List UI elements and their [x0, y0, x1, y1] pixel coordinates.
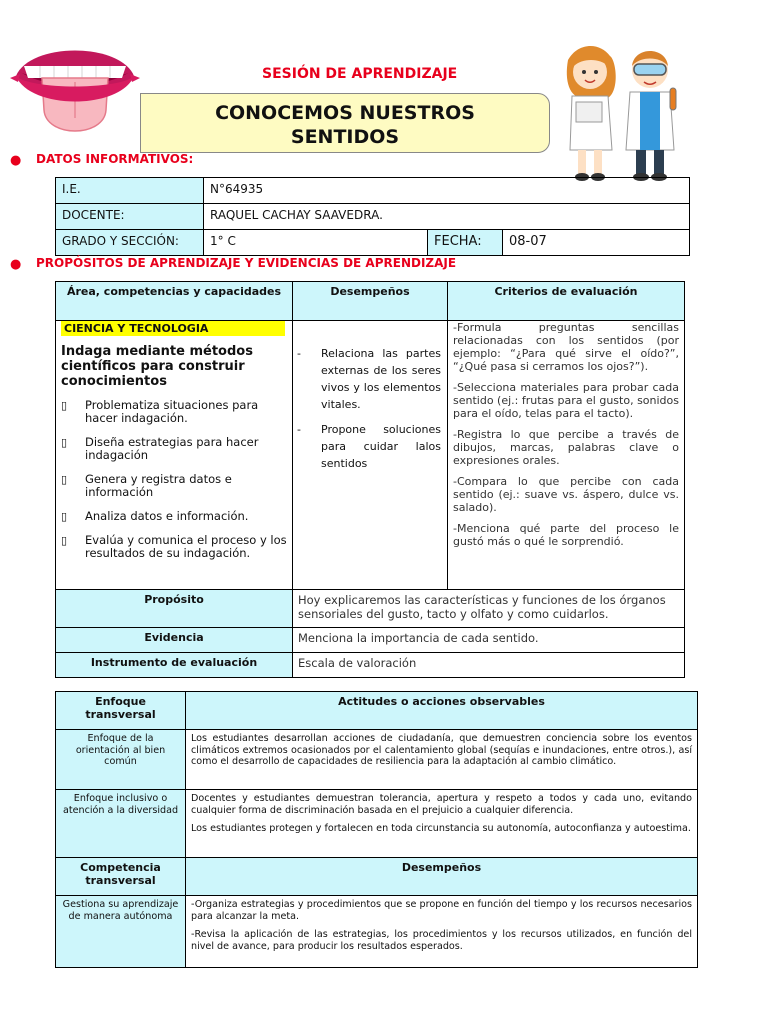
desempeno-item: - Propone soluciones para cuidar lalos sentidos	[297, 423, 441, 470]
col-criterios: Criterios de evaluación	[448, 282, 685, 321]
gestiona-text-1: -Organiza estrategias y procedimientos que se propone en función del tiempo y los recursos necesarios para alcanzar la meta.	[191, 899, 692, 922]
capacidad-item: ▯ Problematiza situaciones para hacer indagación.	[61, 398, 259, 425]
propositos-heading: PROPÓSITOS DE APRENDIZAJE Y EVIDENCIAS DE APRENDIZAJE	[36, 256, 457, 270]
inclusivo-label: Enfoque inclusivo o atención a la diversidad	[56, 790, 186, 858]
ie-label: I.E.	[56, 178, 204, 204]
criterio-item: -Formula preguntas sencillas relacionadas con los sentidos (por ejemplo: “¿Para qué sirve el oído?”, “¿Qué pasa si cerramos los ojos?”).	[453, 321, 679, 373]
docente-value: RAQUEL CACHAY SAAVEDRA.	[204, 204, 690, 230]
datos-heading: DATOS INFORMATIVOS:	[36, 152, 194, 166]
evidencia-value: Menciona la importancia de cada sentido.	[293, 628, 685, 653]
datos-table	[55, 177, 690, 256]
instrumento-value: Escala de valoración	[293, 653, 685, 678]
col-area: Área, competencias y capacidades	[56, 282, 293, 321]
scientist-kids-icon	[560, 40, 692, 185]
evidencia-label: Evidencia	[56, 628, 293, 653]
capacidad-item: ▯ Evalúa y comunica el proceso y los resultados de su indagación.	[61, 533, 287, 560]
ie-value: N°64935	[204, 178, 690, 204]
col-desempenos: Desempeños	[293, 282, 448, 321]
page-title	[140, 93, 550, 153]
docente-label: DOCENTE:	[56, 204, 204, 230]
col-competencia: Competencia transversal	[56, 858, 186, 896]
col-enfoque: Enfoque transversal	[56, 692, 186, 730]
instrumento-label: Instrumento de evaluación	[56, 653, 293, 678]
inclusivo-text-1: Docentes y estudiantes demuestran tolerancia, apertura y respeto a todos y cada uno, evitando cualquier forma de discriminación basada en el prejuicio a cualquier diferencia.	[191, 793, 692, 816]
fecha-value: 08-07	[503, 230, 690, 256]
propositos-table	[55, 281, 685, 678]
enfoques-table	[55, 691, 698, 968]
session-heading: SESIÓN DE APRENDIZAJE	[262, 66, 458, 82]
criterio-item: -Compara lo que percibe con cada sentido (ej.: suave vs. áspero, dulce vs. salado).	[453, 475, 679, 514]
title-line-1: CONOCEMOS NUESTROS	[215, 102, 475, 124]
grado-label: GRADO Y SECCIÓN:	[56, 230, 204, 256]
fecha-label: FECHA:	[428, 230, 503, 256]
area-label: CIENCIA Y TECNOLOGIA	[61, 321, 285, 336]
checkbox-icon: ▯	[61, 399, 68, 412]
inclusivo-text-2: Los estudiantes protegen y fortalecen en toda circunstancia su autonomía, autoconfianza y autoestima.	[191, 823, 691, 834]
gestiona-label: Gestiona su aprendizaje de manera autónoma	[56, 896, 186, 968]
bien-comun-label: Enfoque de la orientación al bien común	[56, 730, 186, 790]
col-actitudes: Actitudes o acciones observables	[186, 692, 698, 730]
criterio-item: -Registra lo que percibe a través de dibujos, marcas, palabras clave o expresiones orales.	[453, 428, 679, 467]
capacidad-item: ▯ Diseña estrategias para hacer indagación	[61, 435, 259, 462]
proposito-label: Propósito	[56, 590, 293, 628]
competencia-text: Indaga mediante métodos científicos para construir conocimientos	[61, 344, 253, 389]
capacidad-item: ▯ Analiza datos e información.	[61, 509, 249, 523]
gestiona-text-2: -Revisa la aplicación de las estrategias, los procedimientos y los recursos utilizados, en función del nivel de avance, para producir los resultados esperados.	[191, 929, 692, 952]
criterio-item: -Selecciona materiales para probar cada sentido (ej.: frutas para el gusto, sonidos para el oído, telas para el tacto).	[453, 381, 679, 420]
checkbox-icon: ▯	[61, 534, 68, 547]
bien-comun-text: Los estudiantes desarrollan acciones de ciudadanía, que demuestren conciencia sobre los eventos climáticos extremos ocasionados por el calentamiento global (sequías e inundaciones, entre otros.), así como el desarrollo de capacidades de resiliencia para la adaptación al cambio climático.	[191, 733, 692, 767]
criterio-item: -Menciona qué parte del proceso le gustó más o qué le sorprendió.	[453, 522, 679, 548]
grado-value: 1° C	[204, 230, 428, 256]
title-line-2: SENTIDOS	[290, 126, 400, 148]
desempeno-item: - Relaciona las partes externas de los seres vivos y los elementos vitales.	[297, 347, 441, 411]
bullet-icon: ●	[10, 153, 22, 168]
mouth-tongue-icon	[10, 38, 140, 150]
bullet-icon: ●	[10, 257, 22, 272]
checkbox-icon: ▯	[61, 436, 68, 449]
checkbox-icon: ▯	[61, 473, 68, 486]
col-desempenos-transversal: Desempeños	[186, 858, 698, 896]
capacidad-item: ▯ Genera y registra datos e información	[61, 472, 232, 499]
proposito-value: Hoy explicaremos las características y funciones de los órganos sensoriales del gusto, tacto y olfato y como cuidarlos.	[293, 590, 685, 628]
checkbox-icon: ▯	[61, 510, 68, 523]
